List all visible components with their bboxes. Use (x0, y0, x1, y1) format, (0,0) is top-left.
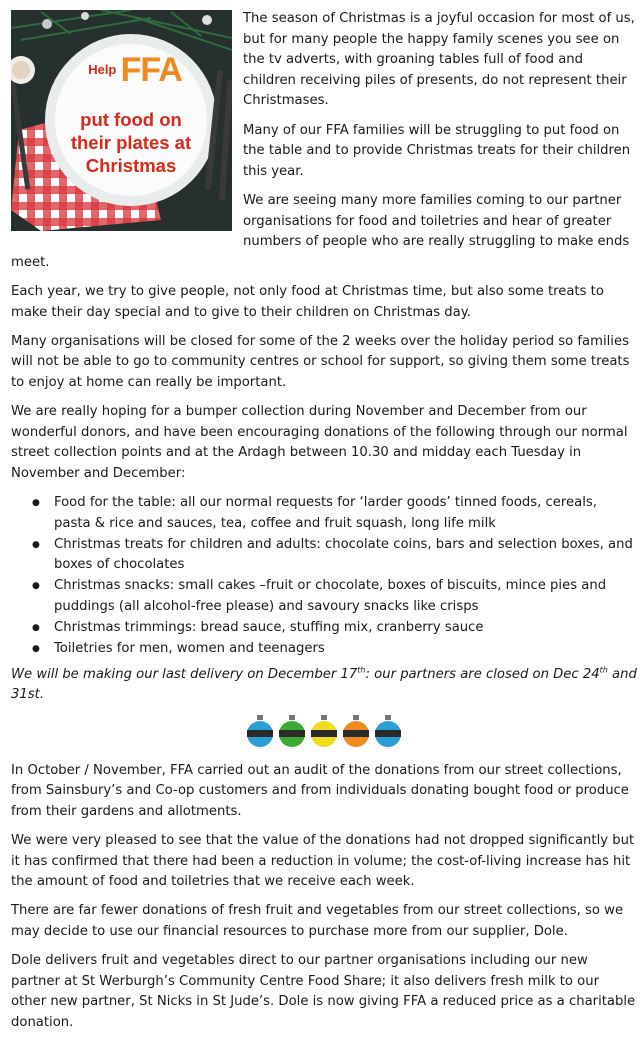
bauble-icon (374, 715, 402, 749)
list-item: ● Christmas treats for children and adults: chocolate coins, bars and selection boxes, and boxes of chocolates (54, 535, 637, 576)
paragraph-dole-supplier: Dole delivers fruit and vegetables direct to our partner organisations including our new partner at St Werburgh’s Community Centre Food Share; it also delivers fresh milk to our other new partner, St Nicks in St Jude’s. Dole is now giving FFA a reduced price as a charitable donation. (11, 953, 636, 1030)
logo-help-text: Help (88, 62, 117, 77)
intro-paragraph-2: Many of our FFA families will be struggling to put food on the table and to provide Christmas treats for their children this year. (243, 122, 631, 179)
list-item: ● Food for the table: all our normal requests for ‘larder goods’ tinned foods, cereals, pasta & rice and sauces, tea, coffee and fruit squash, long life milk (54, 493, 637, 534)
paragraph-donation-audit: In October / November, FFA carried out an audit of the donations from our street collections, from Sainsbury’s and Co-op customers and from individuals donating bought food or produce from their gardens and allotments. (11, 762, 629, 819)
bauble-icon (246, 715, 274, 749)
bauble-icon (278, 715, 306, 749)
newsletter-page (11, 0, 637, 1042)
list-item: ● Christmas snacks: small cakes –fruit or chocolate, boxes of biscuits, mince pies and puddings (all alcohol-free please) and savoury snacks like crisps (54, 576, 637, 617)
list-item: ● Toiletries for men, women and teenagers (54, 639, 637, 660)
intro-paragraph-1: The season of Christmas is a joyful occasion for most of us, but for many people the happy family scenes you see on the tv adverts, with groaning tables full of food and children receiving piles of presents, do not represent their Christmases. (243, 11, 635, 109)
logo-ffa-text: FFA (120, 51, 182, 89)
hero-headline-line-1: put food on (80, 109, 182, 130)
bauble-divider (11, 715, 637, 751)
bauble-icon (342, 715, 370, 749)
last-delivery-note: We will be making our last delivery on December 17th: our partners are closed on Dec 24th and 31st. (11, 665, 637, 703)
ffa-logo (75, 51, 195, 89)
donation-list (11, 493, 637, 660)
list-item: ● Christmas trimmings: bread sauce, stuffing mix, cranberry sauce (54, 618, 637, 639)
hero-headline (51, 108, 211, 177)
hero-headline-line-2: their plates at (70, 132, 192, 153)
paragraph-collection-appeal: We are really hoping for a bumper collection during November and December from our wonderful donors, and have been encouraging donations of the following through our normal street collection points and at the Ardagh between 10.30 and midday each Tuesday in November and December: (11, 404, 628, 481)
hero-headline-line-3: Christmas (85, 155, 177, 176)
intro-paragraph-3: We are seeing many more families coming to our partner organisations for food and toiletries and hear of greater numbers of people who are really struggling to make ends meet. (11, 192, 630, 270)
paragraph-holiday-closures: Many organisations will be closed for some of the 2 weeks over the holiday period so families will not be able to go to community centres or school for support, so giving them some treats to enjoy at home can really be important. (11, 333, 630, 390)
christmas-hero-image (11, 10, 232, 231)
paragraph-volume-reduction: We were very pleased to see that the value of the donations had not dropped significantly but it has confirmed that there had been a reduction in volume; the cost-of-living increase has hit the amount of food and toiletries that we receive each week. (11, 832, 635, 890)
paragraph-fresh-produce: There are far fewer donations of fresh fruit and vegetables from our street collections, so we may decide to use our financial resources to purchase more from our supplier, Dole. (11, 903, 624, 939)
paragraph-christmas-treats: Each year, we try to give people, not only food at Christmas time, but also some treats to make their day special and to give to their children on Christmas day. (11, 283, 604, 320)
bauble-icon (310, 715, 338, 749)
